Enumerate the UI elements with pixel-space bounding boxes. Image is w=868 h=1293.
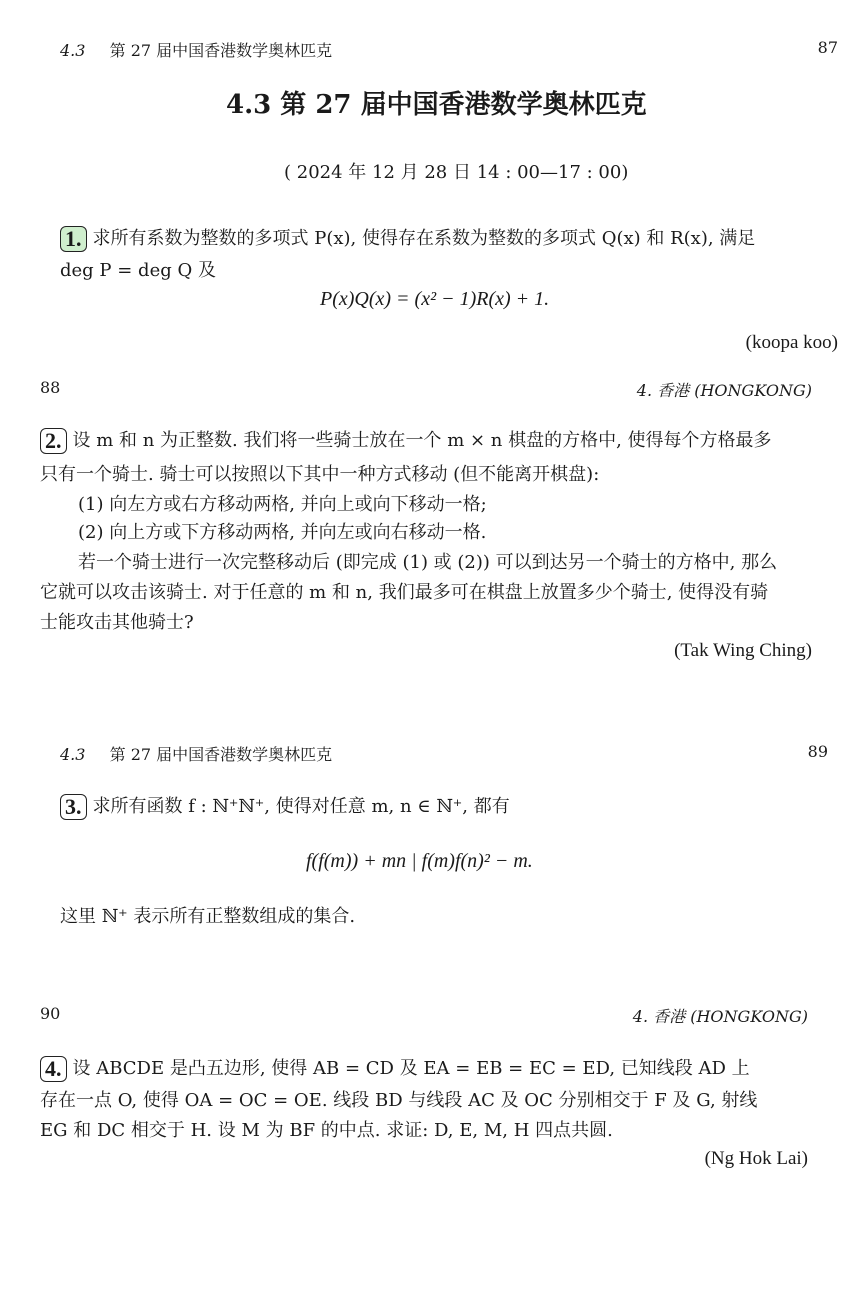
problem-2-item1: (1) 向左方或右方移动两格, 并向上或向下移动一格; [78, 494, 487, 515]
problem-3-equation: f(f(m)) + mn | f(m)f(n)² − m. [306, 850, 533, 872]
running-header-88: 4. 香港 (HONGKONG) [636, 381, 812, 400]
running-header-90: 4. 香港 (HONGKONG) [632, 1007, 808, 1026]
section-title: 4.3 第 27 届中国香港数学奥林匹克 [226, 90, 647, 120]
problem-2 [40, 428, 772, 454]
problem-number-2: 2. [40, 428, 67, 454]
problem-3-line1: 求所有函数 f : ℕ⁺ℕ⁺, 使得对任意 m, n ∈ ℕ⁺, 都有 [92, 796, 510, 817]
problem-1 [60, 226, 755, 252]
problem-2-line1: 设 m 和 n 为正整数. 我们将一些骑士放在一个 m × n 棋盘的方格中, 使得每个方格最多 [72, 430, 772, 451]
problem-4-line3: EG 和 DC 相交于 H. 设 M 为 BF 的中点. 求证: D, E, M, H 四点共圆. [40, 1120, 613, 1141]
problem-4-author: (Ng Hok Lai) [704, 1148, 808, 1169]
page-number-88: 88 [40, 378, 61, 397]
problem-3-line2: 这里 ℕ⁺ 表示所有正整数组成的集合. [60, 906, 356, 927]
problem-2-line4: 它就可以攻击该骑士. 对于任意的 m 和 n, 我们最多可在棋盘上放置多少个骑士, 使得没有骑 [40, 582, 769, 603]
problem-4-line2: 存在一点 O, 使得 OA = OC = OE. 线段 BD 与线段 AC 及 OC 分别相交于 F 及 G, 射线 [40, 1090, 758, 1111]
header-section: 4.3 [60, 745, 86, 764]
problem-number-4: 4. [40, 1056, 67, 1082]
running-header-89 [60, 742, 332, 765]
problem-2-line2: 只有一个骑士. 骑士可以按照以下其中一种方式移动 (但不能离开棋盘): [40, 464, 600, 485]
exam-date: ( 2024 年 12 月 28 日 14 : 00—17 : 00) [284, 162, 629, 183]
running-header-87 [60, 38, 332, 61]
problem-1-equation: P(x)Q(x) = (x² − 1)R(x) + 1. [320, 288, 550, 310]
problem-1-line2: deg P = deg Q 及 [60, 260, 216, 281]
header-section: 4.3 [60, 41, 86, 60]
problem-3 [60, 794, 510, 820]
problem-1-line1: 求所有系数为整数的多项式 P(x), 使得存在系数为整数的多项式 Q(x) 和 R(x), 满足 [92, 228, 756, 249]
page-number-90: 90 [40, 1004, 61, 1023]
problem-4 [40, 1056, 750, 1082]
problem-number-3: 3. [60, 794, 87, 820]
problem-4-line1: 设 ABCDE 是凸五边形, 使得 AB = CD 及 EA = EB = EC = ED, 已知线段 AD 上 [72, 1058, 750, 1079]
page-number-87: 87 [817, 38, 838, 57]
page-number-89: 89 [807, 742, 828, 761]
problem-2-line3: 若一个骑士进行一次完整移动后 (即完成 (1) 或 (2)) 可以到达另一个骑士的方格中, 那么 [78, 552, 778, 573]
problem-2-line5: 士能攻击其他骑士? [40, 612, 194, 633]
header-title: 第 27 届中国香港数学奥林匹克 [109, 745, 333, 764]
problem-1-author: (koopa koo) [745, 332, 838, 353]
problem-2-item2: (2) 向上方或下方移动两格, 并向左或向右移动一格. [78, 522, 487, 543]
problem-number-1: 1. [60, 226, 87, 252]
problem-2-author: (Tak Wing Ching) [674, 640, 812, 661]
header-title: 第 27 届中国香港数学奥林匹克 [109, 41, 333, 60]
